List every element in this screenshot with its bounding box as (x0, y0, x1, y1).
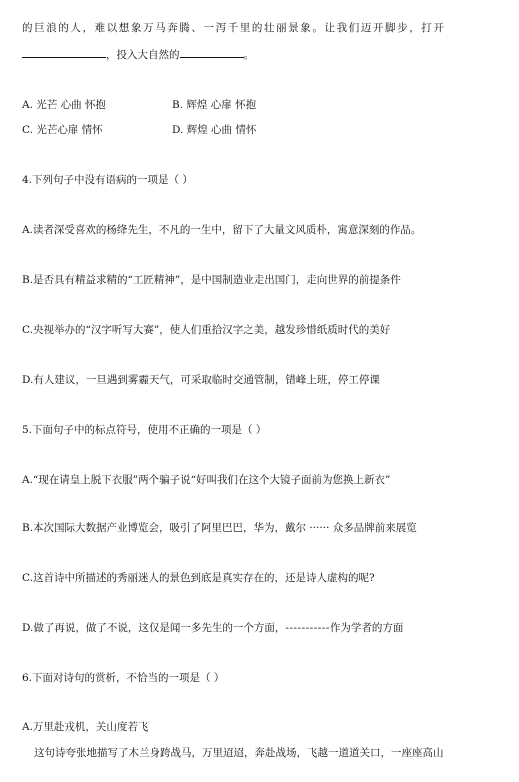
q4-option-b: B.是否具有精益求精的“工匠精神”，是中国制造业走出国门，走向世界的前提条件 (22, 274, 401, 286)
q5-option-d-dash: ----------- (285, 622, 330, 634)
q4-stem: 4.下列句子中没有语病的一项是（ ） (22, 174, 193, 186)
q5-option-d-tail: 作为学者的方面 (329, 622, 404, 634)
q6-stem: 6.下面对诗句的赏析，不恰当的一项是（ ） (22, 672, 225, 684)
q4-option-d: D.有人建议，一旦遇到雾霾天气，可采取临时交通管制，错峰上班，停工停课 (22, 374, 380, 386)
q6-option-a: A.万里赴戎机，关山度若飞 (22, 721, 149, 733)
answer-blank-1 (22, 48, 106, 58)
q5-option-d-text: D.做了再说，做了不说，这仅是闻一多先生的一个方面， (22, 622, 286, 634)
q3-option-d: D. 辉煌 心曲 情怀 (172, 124, 257, 136)
q5-option-d (22, 621, 403, 635)
passage-line-2 (22, 48, 254, 62)
q5-option-a: A.“现在请皇上脱下衣服”两个骗子说“好叫我们在这个大镜子面前为您换上新衣” (22, 474, 391, 486)
passage-line-2-middle: ，投入大自然的 (106, 49, 180, 61)
passage-line-1: 的巨浪的人，难以想象万马奔腾、一泻千里的壮丽景象。让我们迈开脚步，打开 (22, 22, 446, 34)
q3-option-a: A. 光芒 心曲 怀抱 (22, 99, 106, 111)
q4-option-a: A.读者深受喜欢的杨绛先生，不凡的一生中，留下了大量文风质朴，寓意深刻的作品。 (22, 224, 422, 236)
q5-option-c: C.这首诗中所描述的秀丽迷人的景色到底是真实存在的，还是诗人虚构的呢? (22, 572, 375, 584)
q6-option-a-note: 这句诗夸张地描写了木兰身跨战马，万里迢迢，奔赴战场，飞越一道道关口，一座座高山 (34, 747, 444, 759)
q3-option-c: C. 光芒心扉 情怀 (22, 124, 103, 136)
q5-option-b: B.本次国际大数据产业博览会，吸引了阿里巴巴，华为，戴尔 ······ 众多品牌前来展览 (22, 522, 417, 534)
q4-option-c: C.央视举办的“汉字听写大赛”，使人们重拾汉字之美，越发珍惜纸质时代的美好 (22, 324, 391, 336)
q3-option-b: B. 辉煌 心扉 怀抱 (172, 99, 257, 111)
q5-stem: 5.下面句子中的标点符号，使用不正确的一项是（ ） (22, 424, 267, 436)
answer-blank-2 (180, 48, 244, 58)
passage-line-2-end: 。 (243, 49, 254, 61)
